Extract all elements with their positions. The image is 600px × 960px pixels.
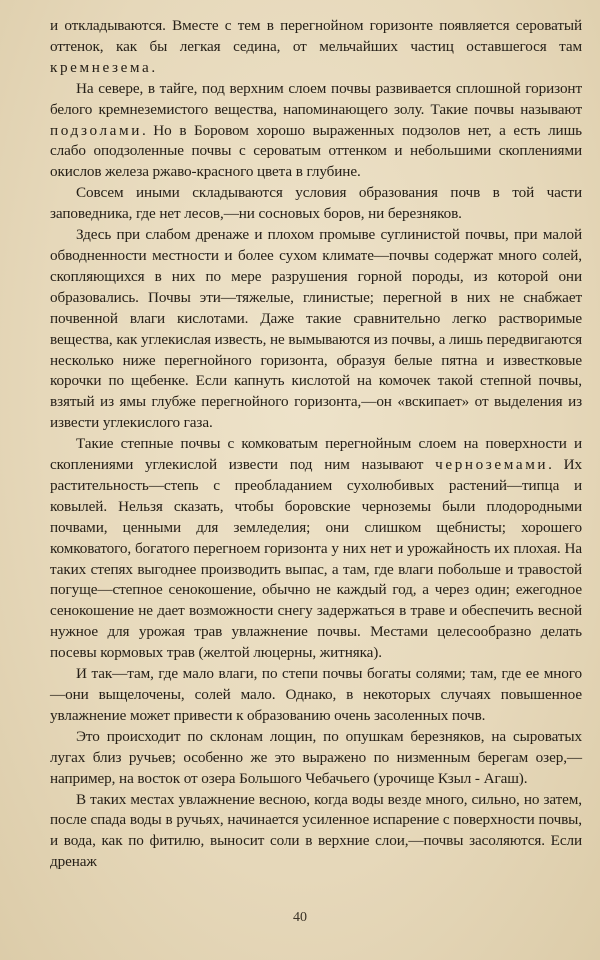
text-run: Такие степные почвы с комковатым перегнойным слоем на поверхности и скоплениями углекислой извести под ним называют — [50, 435, 582, 474]
paragraph — [50, 225, 582, 434]
text-run: И так—там, где мало влаги, по степи почвы богаты солями; там, где ее много—они выщелочены, солей мало. Однако, в некоторых случаях повышенное увлажнение может привести к образованию очень засоленных почв. — [50, 665, 582, 724]
emphasized-term: подзолами — [50, 121, 142, 139]
text-run: Совсем иными складываются условия образования почв в той части заповедника, где нет лесов,—ни сосновых боров, ни березняков. — [50, 184, 582, 223]
text-run: В таких местах увлажнение весною, когда воды везде много, сильно, но затем, после спада воды в ручьях, начинается усиленное испарение с поверхности почвы, и вода, как по фитилю, выносит соли в верхние слои,—почвы засоляются. Если дренаж — [50, 790, 582, 871]
paragraph — [50, 79, 582, 184]
paragraph — [50, 183, 582, 225]
text-run: . Но в Боровом хорошо выраженных подзолов нет, а есть лишь слабо оподзоленные почвы с сероватым оттенком и небольшими скоплениями окислов железа ржаво-красного цвета в глубине. — [50, 121, 582, 181]
emphasized-term: кремнезема — [50, 58, 152, 76]
text-run: Здесь при слабом дренаже и плохом промыве суглинистой почвы, при малой обводненности местности и более сухом климате—почвы содержат много солей, скопляющихся в них по мере разрушения горной породы, из которой они образовались. Почвы эти—тяжелые, глинистые; перегной в них не снабжает почвенной влаги кислотами. Даже такие сравнительно легко растворимые вещества, как углекислая известь, не вымываются из почвы, а лишь передвигаются несколько ниже перегнойного горизонта, образуя белые пятна и известковые корочки по щебенке. Если капнуть кислотой на комочек такой степной почвы, взятый из ямы глубже перегнойного горизонта,—он «вскипает» от выделения из извести углекислого газа. — [50, 226, 582, 432]
text-run: Это происходит по склонам лощин, по опушкам березняков, на сыроватых лугах близ ручьев; особенно же это выражено по низменным берегам озер,— например, на восток от озера Большого Чебачьего (урочище Кзыл - Агаш). — [50, 727, 582, 787]
paragraph — [50, 16, 582, 79]
text-run: На севере, в тайге, под верхним слоем почвы развивается сплошной горизонт белого кремнеземистого вещества, напоминающего золу. Такие почвы называют — [50, 79, 582, 118]
page-number: 40 — [293, 910, 307, 925]
text-run: . Их растительность—степь с преобладанием сухолюбивых растений—типца и ковылей. Нельзя сказать, чтобы боровские черноземы были плодородными почвами, ценными для земледелия; они слишком щебнисты; хорошего комковатого, богатого перегноем горизонта у них нет и урожайность их плохая. На таких степях выгоднее производить выпас, а там, где влаги побольше и травостой погуще—степное сенокошение, обычно не каждый год, а через один; ежегодное сенокошение не дает возможности снегу задержаться в траве и обеспечить весной нужное для урожая трав увлажнение почвы. Местами целесообразно делать посевы кормовых трав (желтой люцерны, житняка). — [50, 456, 582, 662]
text-run: . — [151, 58, 156, 76]
body-text — [50, 16, 582, 873]
text-run: и откладываются. Вместе с тем в перегнойном горизонте появляется сероватый оттенок, как бы легкая седина, от мельчайших частиц оставшегося там — [50, 17, 582, 55]
paragraph — [50, 664, 582, 727]
emphasized-term: черноземами — [435, 456, 549, 474]
paragraph — [50, 434, 582, 664]
paragraph — [50, 727, 582, 790]
paragraph — [50, 790, 582, 874]
